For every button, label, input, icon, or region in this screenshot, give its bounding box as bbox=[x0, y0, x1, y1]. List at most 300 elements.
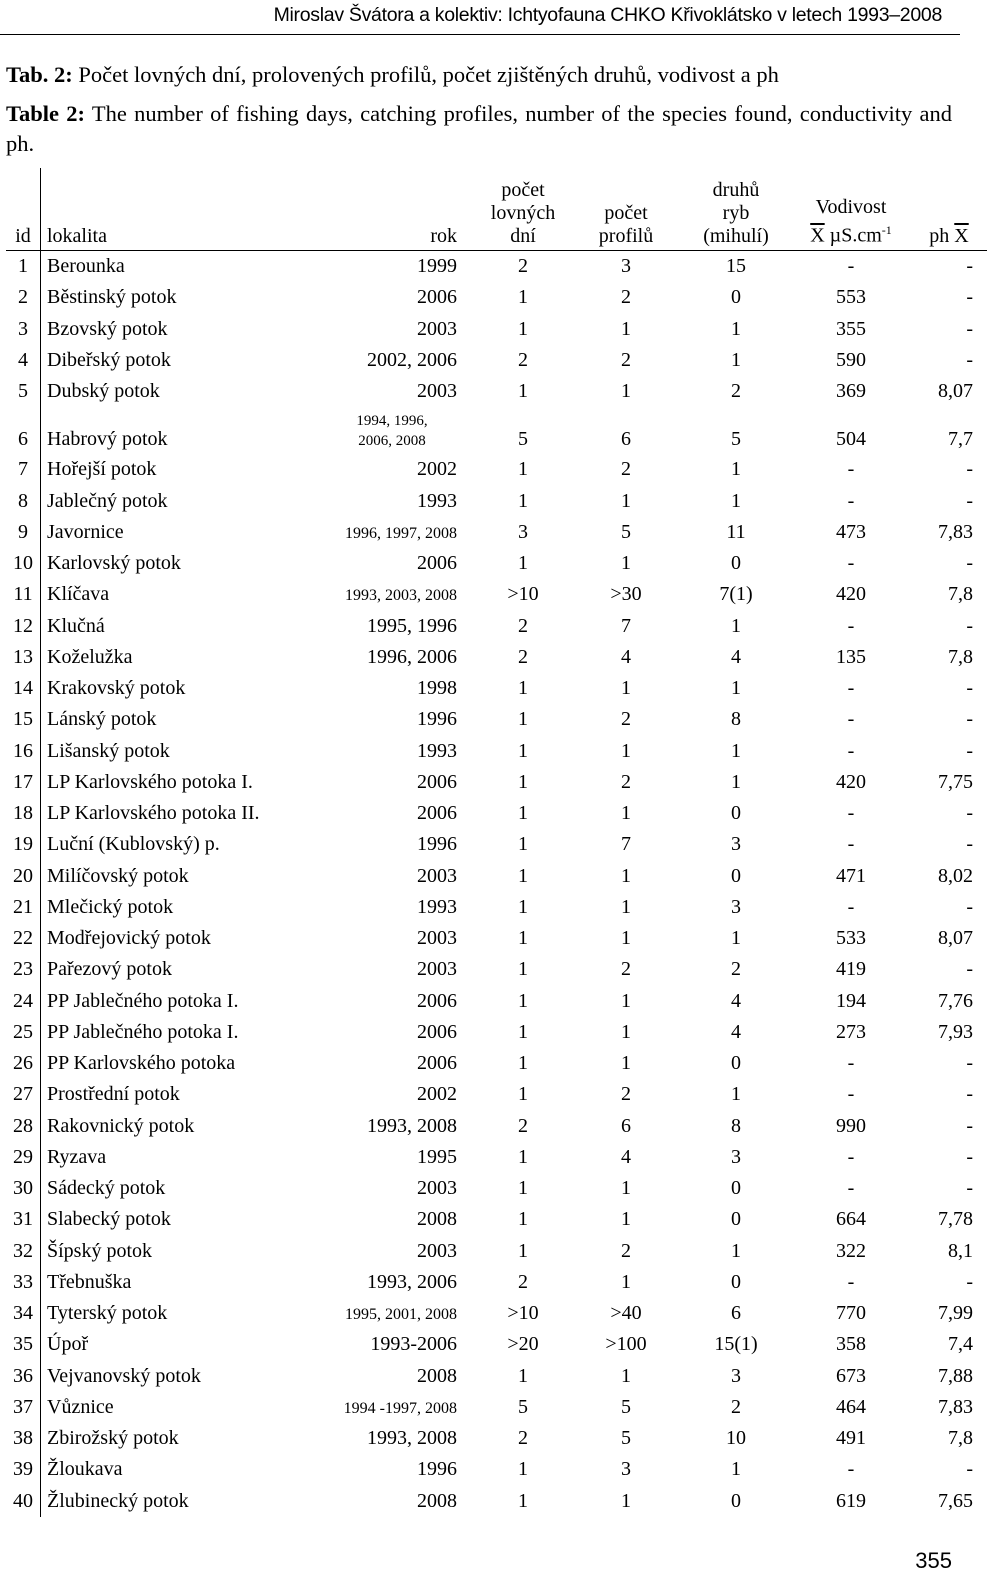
cell-species: 3 bbox=[731, 1364, 741, 1387]
cell-species: 2 bbox=[731, 380, 741, 403]
cell-ph: 8,02 bbox=[938, 864, 973, 887]
cell-lokalita: Vejvanovský potok bbox=[47, 1364, 201, 1387]
cell-lokalita: Modřejovický potok bbox=[47, 927, 211, 950]
cell-lokalita: PP Jablečného potoka I. bbox=[47, 989, 239, 1012]
cell-conductivity: - bbox=[847, 255, 855, 278]
table-row bbox=[6, 1267, 987, 1298]
cell-ph: 7,7 bbox=[948, 428, 973, 451]
cell-conductivity: - bbox=[847, 614, 855, 637]
cell-ph: - bbox=[966, 958, 973, 981]
cell-lokalita: Sádecký potok bbox=[47, 1177, 166, 1200]
cell-fishing-days: 1 bbox=[518, 1458, 528, 1481]
cell-id: 17 bbox=[6, 767, 41, 798]
cell-lokalita: Úpoř bbox=[47, 1333, 89, 1356]
cell-rok: 1993, 2008 bbox=[367, 1114, 457, 1137]
cell-conductivity: 473 bbox=[836, 520, 866, 543]
cell-fishing-days: 3 bbox=[518, 520, 528, 543]
mean-symbol: $\overline{X}$ bbox=[954, 225, 969, 247]
cell-species: 1 bbox=[731, 1239, 741, 1262]
cell-rok: 2002 bbox=[417, 1083, 457, 1106]
cell-species: 1 bbox=[731, 1083, 741, 1106]
cell-rok: 1993, 2006 bbox=[367, 1270, 457, 1293]
cell-profiles: 2 bbox=[621, 958, 631, 981]
cell-rok: 2002 bbox=[417, 458, 457, 481]
table-row bbox=[6, 1111, 987, 1142]
table-caption-czech bbox=[6, 62, 779, 88]
cell-profiles: 6 bbox=[621, 1114, 631, 1137]
cell-rok: 2006 bbox=[417, 802, 457, 825]
cell-profiles: 1 bbox=[621, 1270, 631, 1293]
cell-fishing-days: 1 bbox=[518, 489, 528, 512]
cell-id: 8 bbox=[6, 486, 41, 517]
cell-ph: - bbox=[966, 317, 973, 340]
cell-id: 38 bbox=[6, 1423, 41, 1454]
cell-rok: 2003 bbox=[417, 317, 457, 340]
cell-lokalita: Třebnuška bbox=[47, 1270, 132, 1293]
cell-lokalita: Žloukava bbox=[47, 1458, 123, 1481]
cell-ph: 7,76 bbox=[938, 989, 973, 1012]
cell-profiles: 1 bbox=[621, 1052, 631, 1075]
header-rok: rok bbox=[257, 168, 475, 251]
table-row bbox=[6, 1454, 987, 1485]
cell-species: 1 bbox=[731, 317, 741, 340]
cell-rok: 1995, 1996 bbox=[367, 614, 457, 637]
cell-id: 16 bbox=[6, 736, 41, 767]
cell-lokalita: Žlubinecký potok bbox=[47, 1489, 189, 1512]
cell-rok: 1996, 2006 bbox=[367, 645, 457, 668]
cell-species: 3 bbox=[731, 1145, 741, 1168]
cell-conductivity: 673 bbox=[836, 1364, 866, 1387]
cell-conductivity: - bbox=[847, 708, 855, 731]
cell-id: 30 bbox=[6, 1173, 41, 1204]
table-row bbox=[6, 1236, 987, 1267]
cell-id: 35 bbox=[6, 1329, 41, 1360]
cell-id: 37 bbox=[6, 1392, 41, 1423]
cell-id: 12 bbox=[6, 611, 41, 642]
cell-conductivity: 464 bbox=[836, 1395, 866, 1418]
table-row bbox=[6, 1017, 987, 1048]
cell-id: 33 bbox=[6, 1267, 41, 1298]
cell-conductivity: - bbox=[847, 1052, 855, 1075]
cell-ph: - bbox=[966, 708, 973, 731]
cell-ph: - bbox=[966, 458, 973, 481]
cell-ph: - bbox=[966, 895, 973, 918]
cell-species: 2 bbox=[731, 958, 741, 981]
cell-fishing-days: 5 bbox=[518, 428, 528, 451]
cell-profiles: 1 bbox=[621, 489, 631, 512]
cell-ph: 7,88 bbox=[938, 1364, 973, 1387]
cell-rok: 1995 bbox=[417, 1145, 457, 1168]
cell-conductivity: 990 bbox=[836, 1114, 866, 1137]
cell-profiles: 2 bbox=[621, 458, 631, 481]
cell-id: 21 bbox=[6, 892, 41, 923]
header-id: id bbox=[6, 168, 41, 251]
table-row bbox=[6, 1173, 987, 1204]
cell-id: 2 bbox=[6, 282, 41, 313]
cell-fishing-days: 1 bbox=[518, 458, 528, 481]
cell-conductivity: 553 bbox=[836, 286, 866, 309]
cell-fishing-days: 1 bbox=[518, 802, 528, 825]
cell-ph: 7,78 bbox=[938, 1208, 973, 1231]
cell-id: 6 bbox=[6, 407, 41, 454]
cell-id: 22 bbox=[6, 923, 41, 954]
table-row bbox=[6, 642, 987, 673]
cell-rok: 2006 bbox=[417, 286, 457, 309]
cell-id: 5 bbox=[6, 376, 41, 407]
cell-conductivity: 471 bbox=[836, 864, 866, 887]
header-ph: ph $\overline{X}$ bbox=[911, 168, 987, 251]
cell-id: 13 bbox=[6, 642, 41, 673]
table-row bbox=[6, 314, 987, 345]
running-head: Miroslav Švátora a kolektiv: Ichtyofauna CHKO Křivoklátsko v letech 1993–2008 bbox=[273, 4, 942, 26]
cell-conductivity: - bbox=[847, 833, 855, 856]
cell-ph: - bbox=[966, 802, 973, 825]
cell-fishing-days: 2 bbox=[518, 1270, 528, 1293]
cell-fishing-days: 2 bbox=[518, 645, 528, 668]
table-row bbox=[6, 767, 987, 798]
cell-lokalita: Dubský potok bbox=[47, 380, 160, 403]
table-header-row bbox=[6, 168, 987, 251]
cell-fishing-days: 1 bbox=[518, 864, 528, 887]
cell-rok: 1994 -1997, 2008 bbox=[343, 1399, 457, 1417]
cell-lokalita: PP Karlovského potoka bbox=[47, 1052, 236, 1075]
cell-lokalita: LP Karlovského potoka II. bbox=[47, 802, 260, 825]
cell-species: 3 bbox=[731, 895, 741, 918]
cell-ph: 7,83 bbox=[938, 1395, 973, 1418]
cell-rok: 2006 bbox=[417, 1020, 457, 1043]
cell-conductivity: 419 bbox=[836, 958, 866, 981]
table-row bbox=[6, 954, 987, 985]
cell-id: 4 bbox=[6, 345, 41, 376]
cell-fishing-days: 1 bbox=[518, 1020, 528, 1043]
header-rule bbox=[0, 34, 960, 35]
cell-species: 11 bbox=[726, 520, 746, 543]
table-row bbox=[6, 1329, 987, 1360]
cell-species: 1 bbox=[731, 927, 741, 950]
table-row bbox=[6, 704, 987, 735]
cell-rok: 2003 bbox=[417, 927, 457, 950]
cell-conductivity: 420 bbox=[836, 770, 866, 793]
cell-profiles: 1 bbox=[621, 989, 631, 1012]
cell-id: 23 bbox=[6, 954, 41, 985]
cell-rok: 2006 bbox=[417, 552, 457, 575]
cell-id: 36 bbox=[6, 1361, 41, 1392]
cell-fishing-days: >10 bbox=[507, 583, 539, 606]
table-row bbox=[6, 829, 987, 860]
cell-rok: 1996 bbox=[417, 833, 457, 856]
cell-lokalita: Ryzava bbox=[47, 1145, 107, 1168]
table-row bbox=[6, 1486, 987, 1517]
cell-fishing-days: 1 bbox=[518, 286, 528, 309]
cell-fishing-days: 1 bbox=[518, 708, 528, 731]
cell-profiles: 7 bbox=[621, 833, 631, 856]
table-row bbox=[6, 1298, 987, 1329]
cell-ph: 8,07 bbox=[938, 927, 973, 950]
table-row bbox=[6, 407, 987, 454]
cell-profiles: 1 bbox=[621, 380, 631, 403]
cell-lokalita: Mlečický potok bbox=[47, 895, 174, 918]
cell-id: 19 bbox=[6, 829, 41, 860]
cell-ph: 7,93 bbox=[938, 1020, 973, 1043]
cell-species: 15(1) bbox=[714, 1333, 758, 1356]
cell-species: 0 bbox=[731, 286, 741, 309]
cell-id: 20 bbox=[6, 861, 41, 892]
table-row bbox=[6, 798, 987, 829]
cell-fishing-days: 1 bbox=[518, 552, 528, 575]
cell-fishing-days: 1 bbox=[518, 1083, 528, 1106]
table-row bbox=[6, 517, 987, 548]
header-conductivity: Vodivost $\overline{X}$ $\mu S.cm^{-1}$ bbox=[791, 168, 911, 251]
cell-fishing-days: 2 bbox=[518, 255, 528, 278]
cell-rok: 1993-2006 bbox=[370, 1333, 457, 1356]
table-row bbox=[6, 1361, 987, 1392]
cell-fishing-days: 1 bbox=[518, 1239, 528, 1262]
cell-conductivity: - bbox=[847, 1270, 855, 1293]
cell-profiles: 1 bbox=[621, 1177, 631, 1200]
cell-rok: 2003 bbox=[417, 958, 457, 981]
cell-species: 1 bbox=[731, 348, 741, 371]
cell-rok: 1996 bbox=[417, 708, 457, 731]
cell-lokalita: Luční (Kublovský) p. bbox=[47, 833, 220, 856]
cell-ph: 7,8 bbox=[948, 583, 973, 606]
cell-lokalita: Klučná bbox=[47, 614, 105, 637]
cell-conductivity: 135 bbox=[836, 645, 866, 668]
cell-id: 24 bbox=[6, 986, 41, 1017]
cell-ph: - bbox=[966, 677, 973, 700]
cell-lokalita: Karlovský potok bbox=[47, 552, 181, 575]
cell-profiles: 2 bbox=[621, 708, 631, 731]
cell-species: 3 bbox=[731, 833, 741, 856]
cell-species: 2 bbox=[731, 1395, 741, 1418]
cell-fishing-days: >20 bbox=[507, 1333, 539, 1356]
cell-fishing-days: 1 bbox=[518, 927, 528, 950]
cell-ph: 7,65 bbox=[938, 1489, 973, 1512]
cell-lokalita: Berounka bbox=[47, 255, 125, 278]
cell-ph: - bbox=[966, 255, 973, 278]
cell-rok: 2008 bbox=[417, 1364, 457, 1387]
cell-profiles: 5 bbox=[621, 1395, 631, 1418]
cell-ph: 7,75 bbox=[938, 770, 973, 793]
cell-profiles: 1 bbox=[621, 802, 631, 825]
header-profiles: počet profilů bbox=[571, 168, 681, 251]
cell-fishing-days: 1 bbox=[518, 833, 528, 856]
cell-ph: - bbox=[966, 614, 973, 637]
cell-fishing-days: 1 bbox=[518, 1364, 528, 1387]
cell-profiles: 1 bbox=[621, 1364, 631, 1387]
cell-conductivity: - bbox=[847, 1145, 855, 1168]
cell-fishing-days: 1 bbox=[518, 380, 528, 403]
cell-fishing-days: 1 bbox=[518, 739, 528, 762]
cell-fishing-days: 1 bbox=[518, 1052, 528, 1075]
cell-species: 1 bbox=[731, 770, 741, 793]
cell-id: 14 bbox=[6, 673, 41, 704]
cell-id: 34 bbox=[6, 1298, 41, 1329]
cell-species: 8 bbox=[731, 708, 741, 731]
cell-id: 27 bbox=[6, 1079, 41, 1110]
cell-species: 0 bbox=[731, 1052, 741, 1075]
table-row bbox=[6, 1392, 987, 1423]
cell-conductivity: 194 bbox=[836, 989, 866, 1012]
cell-conductivity: 420 bbox=[836, 583, 866, 606]
cell-lokalita: Šípský potok bbox=[47, 1239, 153, 1262]
cell-lokalita: Tyterský potok bbox=[47, 1302, 168, 1325]
cell-species: 0 bbox=[731, 1270, 741, 1293]
cell-conductivity: 533 bbox=[836, 927, 866, 950]
cell-conductivity: 491 bbox=[836, 1427, 866, 1450]
cell-id: 1 bbox=[6, 251, 41, 283]
table-row bbox=[6, 1142, 987, 1173]
table-row bbox=[6, 376, 987, 407]
cell-species: 7(1) bbox=[719, 583, 753, 606]
cell-rok: 1993, 2003, 2008 bbox=[345, 587, 457, 605]
cell-profiles: 7 bbox=[621, 614, 631, 637]
cell-profiles: 1 bbox=[621, 739, 631, 762]
cell-id: 40 bbox=[6, 1486, 41, 1517]
cell-fishing-days: 1 bbox=[518, 770, 528, 793]
cell-conductivity: 664 bbox=[836, 1208, 866, 1231]
cell-profiles: 4 bbox=[621, 1145, 631, 1168]
caption-label-english: Table 2: bbox=[6, 101, 85, 126]
table-row bbox=[6, 548, 987, 579]
cell-ph: 8,07 bbox=[938, 380, 973, 403]
cell-rok: 1998 bbox=[417, 677, 457, 700]
cell-conductivity: 322 bbox=[836, 1239, 866, 1262]
cell-ph: 7,99 bbox=[938, 1302, 973, 1325]
cell-lokalita: Habrový potok bbox=[47, 428, 168, 451]
cell-conductivity: - bbox=[847, 1458, 855, 1481]
cell-ph: - bbox=[966, 1458, 973, 1481]
cell-ph: 7,4 bbox=[948, 1333, 973, 1356]
header-lokalita: lokalita bbox=[41, 168, 258, 251]
cell-lokalita: PP Jablečného potoka I. bbox=[47, 1020, 239, 1043]
cell-rok: 2003 bbox=[417, 1239, 457, 1262]
cell-fishing-days: 1 bbox=[518, 1145, 528, 1168]
cell-conductivity: - bbox=[847, 895, 855, 918]
cell-rok: 2003 bbox=[417, 1177, 457, 1200]
cell-id: 28 bbox=[6, 1111, 41, 1142]
cell-rok: 2003 bbox=[417, 380, 457, 403]
cell-rok: 1995, 2001, 2008 bbox=[345, 1306, 457, 1324]
cell-conductivity: 355 bbox=[836, 317, 866, 340]
cell-ph: - bbox=[966, 286, 973, 309]
cell-species: 0 bbox=[731, 1489, 741, 1512]
cell-ph: - bbox=[966, 1083, 973, 1106]
cell-lokalita: Dibeřský potok bbox=[47, 348, 171, 371]
cell-rok: 2006 bbox=[417, 770, 457, 793]
cell-species: 1 bbox=[731, 677, 741, 700]
cell-lokalita: Hořejší potok bbox=[47, 458, 157, 481]
cell-lokalita: Zbirožský potok bbox=[47, 1427, 179, 1450]
cell-fishing-days: 1 bbox=[518, 895, 528, 918]
cell-rok: 1993, 2008 bbox=[367, 1427, 457, 1450]
cell-lokalita: Koželužka bbox=[47, 645, 133, 668]
cell-rok: 1994, 1996, 2006, 2008 bbox=[356, 413, 428, 450]
cell-rok: 2006 bbox=[417, 989, 457, 1012]
cell-species: 0 bbox=[731, 1208, 741, 1231]
cell-species: 8 bbox=[731, 1114, 741, 1137]
cell-lokalita: Běstinský potok bbox=[47, 286, 177, 309]
cell-lokalita: Klíčava bbox=[47, 583, 110, 606]
cell-lokalita: Lišanský potok bbox=[47, 739, 170, 762]
cell-id: 7 bbox=[6, 454, 41, 485]
cell-profiles: 1 bbox=[621, 1489, 631, 1512]
cell-lokalita: Vůznice bbox=[47, 1395, 114, 1418]
cell-species: 1 bbox=[731, 458, 741, 481]
table-row bbox=[6, 1079, 987, 1110]
cell-fishing-days: 1 bbox=[518, 677, 528, 700]
header-fishing-days: počet lovných dní bbox=[475, 168, 571, 251]
table-row bbox=[6, 1423, 987, 1454]
cell-fishing-days: 1 bbox=[518, 1208, 528, 1231]
table-row bbox=[6, 986, 987, 1017]
cell-ph: - bbox=[966, 348, 973, 371]
page-number: 355 bbox=[915, 1548, 952, 1573]
cell-profiles: 5 bbox=[621, 1427, 631, 1450]
cell-fishing-days: 2 bbox=[518, 348, 528, 371]
cell-species: 1 bbox=[731, 614, 741, 637]
cell-species: 1 bbox=[731, 739, 741, 762]
cell-rok: 1993 bbox=[417, 739, 457, 762]
cell-conductivity: - bbox=[847, 1083, 855, 1106]
cell-ph: 7,83 bbox=[938, 520, 973, 543]
cell-species: 4 bbox=[731, 645, 741, 668]
cell-ph: - bbox=[966, 1270, 973, 1293]
table-row bbox=[6, 486, 987, 517]
cell-fishing-days: >10 bbox=[507, 1302, 539, 1325]
cell-lokalita: Lánský potok bbox=[47, 708, 157, 731]
table-row bbox=[6, 579, 987, 610]
cell-lokalita: Prostřední potok bbox=[47, 1083, 180, 1106]
cell-profiles: 1 bbox=[621, 1020, 631, 1043]
cell-ph: - bbox=[966, 489, 973, 512]
table-row bbox=[6, 282, 987, 313]
cell-lokalita: Javornice bbox=[47, 520, 124, 543]
cell-fishing-days: 2 bbox=[518, 614, 528, 637]
cell-profiles: 1 bbox=[621, 895, 631, 918]
cell-profiles: 1 bbox=[621, 677, 631, 700]
cell-profiles: 1 bbox=[621, 552, 631, 575]
cell-fishing-days: 1 bbox=[518, 317, 528, 340]
cell-rok: 1996, 1997, 2008 bbox=[345, 524, 457, 542]
cell-ph: - bbox=[966, 833, 973, 856]
table-row bbox=[6, 892, 987, 923]
fishing-data-table bbox=[6, 168, 987, 1517]
cell-lokalita: Pařezový potok bbox=[47, 958, 172, 981]
cell-conductivity: 590 bbox=[836, 348, 866, 371]
table-row bbox=[6, 611, 987, 642]
cell-id: 9 bbox=[6, 517, 41, 548]
cell-id: 10 bbox=[6, 548, 41, 579]
cell-conductivity: 369 bbox=[836, 380, 866, 403]
cell-lokalita: LP Karlovského potoka I. bbox=[47, 770, 253, 793]
cell-fishing-days: 2 bbox=[518, 1114, 528, 1137]
cell-conductivity: - bbox=[847, 552, 855, 575]
table-row bbox=[6, 1204, 987, 1235]
cell-conductivity: 619 bbox=[836, 1489, 866, 1512]
cell-species: 1 bbox=[731, 489, 741, 512]
cell-rok: 1996 bbox=[417, 1458, 457, 1481]
cell-fishing-days: 1 bbox=[518, 958, 528, 981]
cell-profiles: 1 bbox=[621, 927, 631, 950]
cell-rok: 1993 bbox=[417, 489, 457, 512]
cell-id: 29 bbox=[6, 1142, 41, 1173]
cell-conductivity: 770 bbox=[836, 1302, 866, 1325]
cell-conductivity: - bbox=[847, 458, 855, 481]
cell-conductivity: - bbox=[847, 1177, 855, 1200]
cell-species: 4 bbox=[731, 989, 741, 1012]
cell-ph: - bbox=[966, 552, 973, 575]
cell-ph: - bbox=[966, 739, 973, 762]
